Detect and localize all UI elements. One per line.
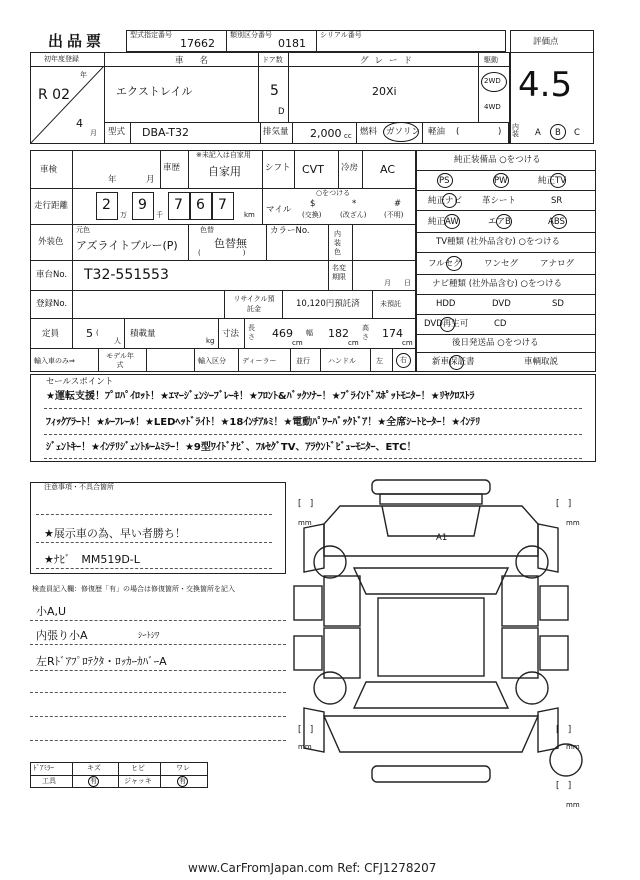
navi-dvd-play: DVD再生可: [424, 319, 469, 329]
parallel-label: 並行: [296, 357, 310, 365]
first-reg-label: 初年度登録: [44, 55, 79, 63]
mileage-digit-2-value: 9: [138, 197, 147, 213]
mileage-label: 走行距離: [34, 201, 69, 211]
recycle-unpaid: 未預託: [380, 300, 401, 308]
left-handle: 左: [376, 357, 383, 365]
tamper-label: (改ざん): [340, 211, 367, 219]
diagram-mark-a1: A1: [436, 533, 448, 543]
tools-jack-label: ジャッキ: [124, 777, 152, 785]
fuel-value: ガソリン: [386, 127, 421, 137]
length-value: 469: [272, 327, 293, 340]
inner-color-label: 内装色: [334, 230, 341, 256]
tools-header-mirror: ﾄﾞｱﾐﾗｰ: [33, 764, 54, 772]
reg-no-label: 登録No.: [36, 299, 68, 309]
drive-label: 駆動: [484, 56, 498, 64]
color-no-label: カラーNo.: [270, 226, 310, 236]
navi-hdd: HDD: [436, 299, 456, 309]
oil-bracket-open: (: [456, 127, 460, 137]
inspector-line-1: 小A,U: [36, 605, 67, 618]
score-label: 評価点: [533, 37, 559, 47]
shift-value: CVT: [302, 163, 324, 176]
fuel-label: 燃料: [360, 127, 378, 137]
width-value: 182: [328, 327, 349, 340]
interior-label: 内装: [512, 123, 519, 138]
equip-airbag: エアB: [488, 217, 511, 227]
notes-label: 注意事項・不具合箇所: [44, 483, 114, 491]
width-unit: cm: [348, 339, 359, 347]
drive-2wd: 2WD: [484, 77, 501, 85]
sales-line-2: ﾌｨｯｸｱﾗｰﾄ！★ﾙｰﾌﾚｰﾙ！★LEDﾍｯﾄﾞﾗｲﾄ！★18ｲﾝﾁｱﾙﾐ！★電動ﾊﾟﾜｰﾊﾞｯｸﾄﾞｱ！★全席ｼｰﾄﾋｰﾀｰ！★ｲﾝﾃﾘ: [46, 417, 481, 428]
type-value: DBA-T32: [142, 126, 189, 139]
equipment-title: 純正装備品 ○をつける: [454, 155, 541, 165]
diagram-bracket-fl: [ ]: [298, 499, 314, 509]
mileage-digit-4-value: 6: [196, 197, 205, 213]
diagram-bracket-rr: [ ]: [556, 725, 572, 735]
recycle-label: リサイクル預託金: [233, 295, 275, 313]
notes-line-1: ★展示車の為、早い者勝ち！: [44, 527, 186, 540]
navi-sd: SD: [552, 299, 564, 309]
shift-label: シフト: [265, 163, 291, 173]
tools-jack-value: 有: [179, 777, 186, 785]
door-type: D: [278, 107, 285, 117]
swap-mark: $: [310, 199, 316, 209]
first-reg-year-unit: 年: [80, 71, 87, 79]
sheet-title: 出品票: [48, 32, 106, 50]
car-name-value: エクストレイル: [116, 85, 193, 98]
name-change-day: 日: [404, 279, 411, 287]
equip-aw: 純正AW: [428, 217, 459, 227]
height-value: 174: [382, 327, 403, 340]
diagram-mm-rl: mm: [298, 743, 312, 751]
footer-watermark: www.CarFromJapan.com Ref: CFJ1278207: [188, 861, 437, 875]
first-reg-month-unit: 月: [90, 129, 97, 137]
diagram-mm-fl: mm: [298, 519, 312, 527]
usage-label: 車歴: [163, 163, 181, 173]
serial-label: シリアル番号: [320, 31, 362, 39]
name-change-label: 名変期限: [332, 264, 346, 281]
later-title: 後日発送品 ○をつける: [452, 338, 539, 348]
oil-label: 軽油: [428, 127, 446, 137]
class-no-value: 0181: [278, 37, 306, 50]
tools-header-crack: ヒビ: [131, 764, 145, 772]
equip-leather: 革シート: [482, 196, 517, 206]
grade-value: 20Xi: [372, 85, 397, 98]
height-unit: cm: [402, 339, 413, 347]
capacity-paren: (: [96, 329, 99, 337]
inspector-line-2a: 内張り小A: [36, 629, 88, 642]
inspection-year-unit: 年: [108, 175, 117, 185]
later-manual: 車輌取説: [524, 357, 559, 367]
tv-oneseg: ワンセグ: [484, 259, 519, 269]
sales-line-1: ★運転支援！ﾌﾟﾛﾊﾟｲﾛｯﾄ！★ｴﾏｰｼﾞｪﾝｼｰﾌﾞﾚｰｷ！★ﾌﾛﾝﾄ&ﾊﾞｯｸｿﾅｰ！★ﾌﾞﾗｲﾝﾄﾞｽﾎﾟｯﾄﾓﾆﾀｰ！★ﾘﾔｸﾛｽﾄﾗ: [46, 391, 475, 402]
mileage-sen-unit: 千: [156, 211, 163, 219]
mileage-man-unit: 万: [120, 211, 127, 219]
tv-analog: アナログ: [540, 259, 575, 269]
interior-b: B: [555, 128, 561, 138]
orig-color-label: 元色: [76, 226, 90, 234]
mileage-digit-1-value: 2: [102, 197, 111, 213]
load-unit: kg: [206, 337, 215, 345]
repaint-value: 色替無: [214, 237, 247, 250]
handle-label: ハンドル: [328, 357, 356, 365]
chassis-label: 車台No.: [36, 270, 68, 280]
load-label: 積載量: [130, 329, 156, 339]
name-change-month: 月: [384, 279, 391, 287]
navi-title: ナビ種類 (社外品含む) ○をつける: [432, 279, 562, 289]
diagram-mm-rr: mm: [566, 743, 580, 751]
mile-label: マイル: [266, 205, 292, 215]
repaint-bracket: ( ): [198, 249, 246, 257]
chassis-value: T32-551553: [84, 267, 169, 283]
recycle-value: 10,120円預託済: [296, 299, 360, 309]
equip-tv: 純正TV: [538, 176, 567, 186]
mileage-km-unit: km: [244, 211, 255, 219]
capacity-unit: 人: [114, 337, 121, 345]
oil-bracket-close: ): [498, 127, 502, 137]
height-label: 高さ: [362, 324, 369, 341]
mileage-digit-5-value: 7: [218, 197, 227, 213]
first-reg-month: 4: [76, 117, 83, 130]
inspector-line-2b: ｼｰﾄｼﾜ: [138, 631, 160, 641]
model-code-value: 17662: [180, 37, 215, 50]
ac-label: 冷房: [341, 163, 359, 173]
doors-value: 5: [270, 83, 279, 99]
capacity-value: 5: [86, 327, 93, 340]
tools-tool-label: 工具: [42, 777, 56, 785]
inspection-label: 車検: [40, 165, 58, 175]
diagram-mm-fr: mm: [566, 519, 580, 527]
drive-4wd: 4WD: [484, 103, 501, 111]
usage-note: ※未記入は自家用: [196, 151, 251, 159]
tv-title: TV種類 (社外品含む) ○をつける: [436, 237, 560, 247]
class-no-label: 類別区分番号: [230, 31, 272, 39]
displacement-unit: cc: [344, 132, 352, 140]
dims-label: 寸法: [222, 329, 240, 339]
doors-label: ドア数: [262, 56, 283, 64]
model-year-label: モデル年式: [106, 352, 134, 369]
length-unit: cm: [292, 339, 303, 347]
first-reg-year: R 02: [38, 87, 70, 103]
orig-color-value: アズライトブルー(P): [76, 239, 178, 252]
repaint-label: 色替: [200, 226, 214, 234]
score-value: 4.5: [518, 65, 573, 105]
later-warranty: 新車保証書: [432, 357, 475, 367]
inspection-month-unit: 月: [146, 175, 155, 185]
navi-cd: CD: [494, 319, 507, 329]
displacement-value: 2,000: [310, 127, 342, 140]
exterior-color-label: 外装色: [38, 237, 64, 247]
capacity-label: 定員: [42, 329, 60, 339]
car-body-diagram: [290, 476, 590, 806]
equip-abs: ABS: [548, 217, 565, 227]
unknown-mark: #: [394, 199, 402, 209]
mark-note: ○をつける: [316, 189, 351, 197]
grade-label: グレード: [360, 56, 419, 66]
inspector-label: 検査員記入欄：修復歴「有」の場合は修復箇所・交換箇所を記入: [32, 585, 235, 593]
tamper-mark: *: [352, 199, 357, 209]
import-car-label: 輸入車のみ⇒: [34, 357, 75, 365]
dealer-label: ディーラー: [242, 357, 277, 365]
car-name-label: 車名: [175, 56, 225, 66]
usage-value: 自家用: [208, 165, 241, 178]
ac-value: AC: [380, 163, 396, 176]
diagram-bracket-fr: [ ]: [556, 499, 572, 509]
interior-a: A: [535, 128, 541, 138]
type-label: 型式: [108, 127, 126, 137]
width-label: 幅: [306, 329, 313, 337]
interior-c: C: [574, 128, 580, 138]
import-type-label: 輸入区分: [198, 357, 226, 365]
tools-tool-value: 有: [90, 777, 97, 785]
sales-line-3: ｼﾞｪﾝﾄｷｰ！★ｲﾝﾃﾘｼﾞｪﾝﾄﾙｰﾑﾐﾗｰ！★9型ﾜｲﾄﾞﾅﾋﾞ、ﾌﾙｾｸﾞTV、ｱﾗｳﾝﾄﾞﾋﾞｭｰﾓﾆﾀｰ、ETC！: [46, 442, 417, 453]
length-label: 長さ: [248, 324, 255, 341]
diagram-bracket-spare: [ ]: [556, 781, 572, 791]
equip-navi: 純正ナビ: [428, 196, 463, 206]
notes-line-2: ★ﾅﾋﾞ MM519D-L: [44, 553, 140, 566]
equip-ps: PS: [439, 176, 450, 186]
sales-points-label: セールスポイント: [46, 377, 114, 387]
tools-header-scratch: キズ: [87, 764, 101, 772]
model-code-label: 型式指定番号: [130, 31, 172, 39]
right-handle: 右: [400, 356, 407, 364]
mileage-digit-3-value: 7: [174, 197, 183, 213]
inspector-line-3: 左Rﾄﾞｱﾌﾟﾛﾃｸﾀ・ﾛｯｶｰｶﾊﾞｰA: [36, 655, 167, 668]
equip-pw: PW: [494, 176, 508, 186]
swap-label: (交換): [302, 211, 322, 219]
tools-header-break: ワレ: [176, 764, 190, 772]
displacement-label: 排気量: [263, 127, 289, 137]
unknown-label: (不明): [384, 211, 404, 219]
navi-dvd: DVD: [492, 299, 511, 309]
tv-fullseg: フルセグ: [428, 259, 462, 269]
diagram-bracket-rl: [ ]: [298, 725, 314, 735]
diagram-mm-spare: mm: [566, 801, 580, 809]
equip-sr: SR: [551, 196, 563, 206]
